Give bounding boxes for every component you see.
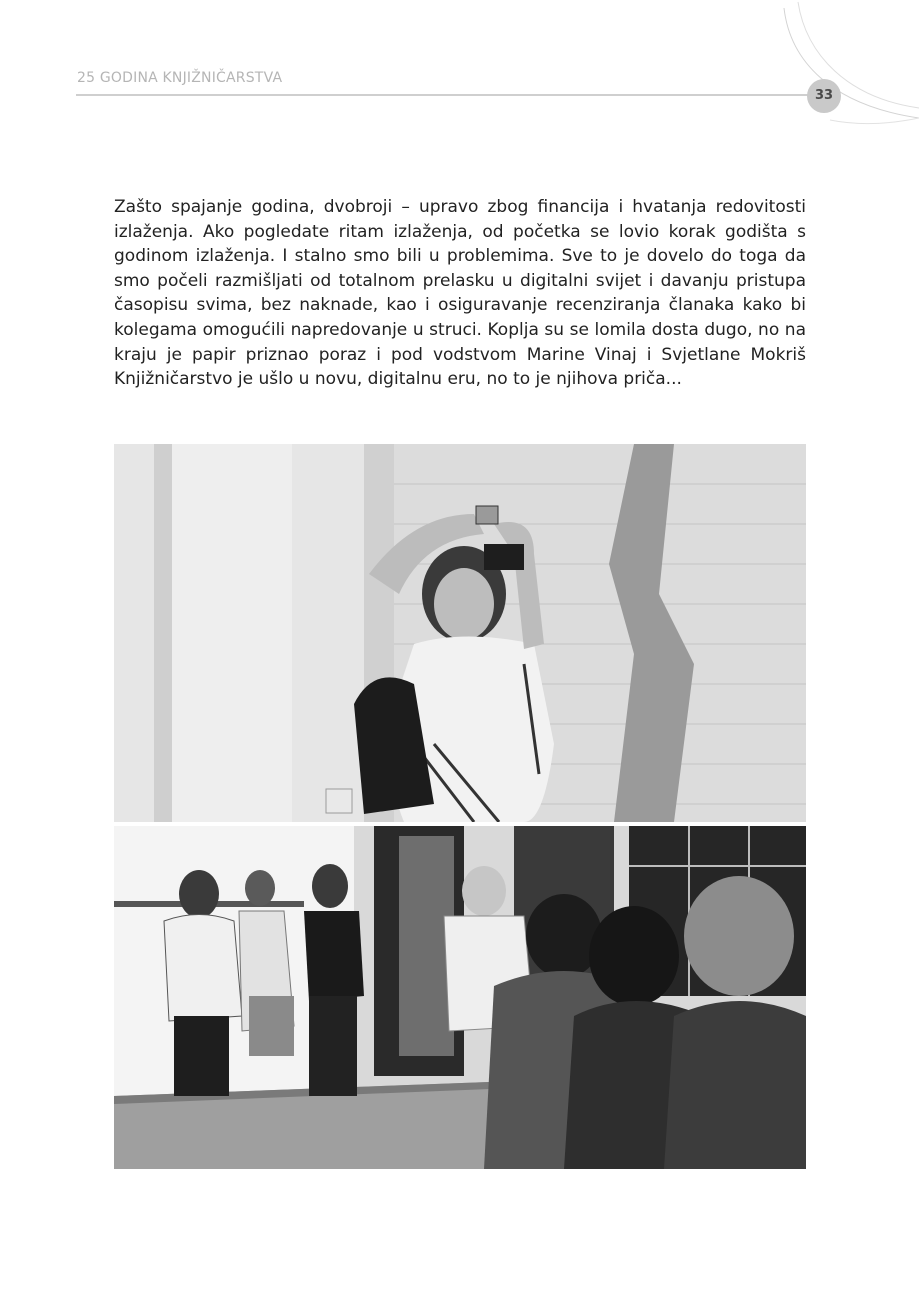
photo-woman-with-camera bbox=[114, 444, 806, 822]
photo-group-at-entrance bbox=[114, 826, 806, 1169]
decorative-arcs bbox=[770, 0, 919, 130]
page-number-badge: 33 bbox=[807, 79, 841, 113]
header-rule bbox=[76, 94, 820, 96]
running-header-title: 25 GODINA KNJIŽNIČARSTVA bbox=[77, 70, 283, 86]
body-paragraph: Zašto spajanje godina, dvobroji – upravo zbog financija i hvatanja redovitosti izlaženja. Ako pogledate ritam izlaženja, od početka se lovio korak godišta s godinom izlaženja. I stalno smo bili u problemima. Sve to je dovelo do toga da smo počeli razmišljati od totalnom prelasku u digitalni svijet i davanju pristupa časopisu svima, bez naknade, kao i osiguravanje recenziranja članaka kako bi kolegama omogućili napredovanje u struci. Koplja su se lomila dosta dugo, no na kraju je papir priznao poraz i pod vodstvom Marine Vinaj i Svjetlane Mokriš Knjižničarstvo je ušlo u novu, digitalnu eru, no to je njihova priča... bbox=[114, 197, 806, 390]
